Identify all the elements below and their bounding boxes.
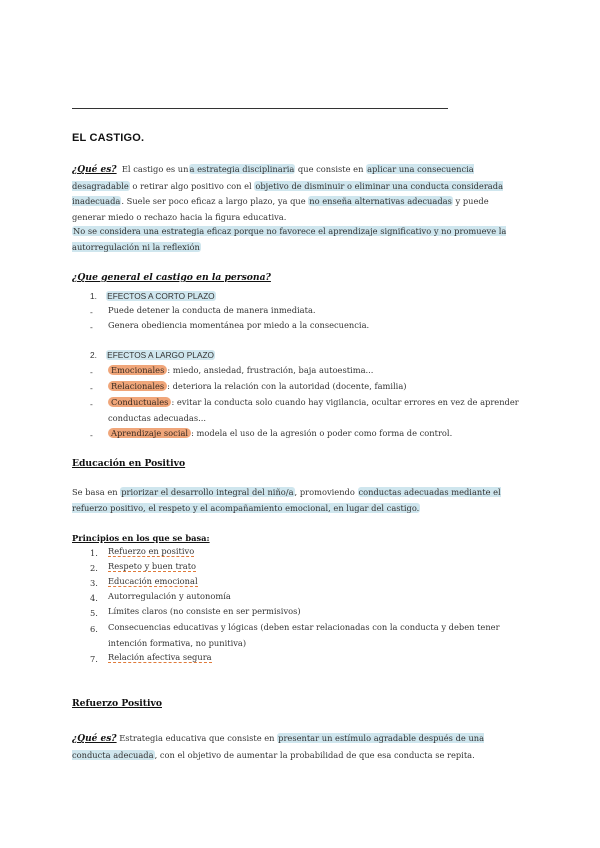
long-term-heading: 2. EFECTOS A LARGO PLAZO <box>90 350 214 360</box>
principle-item: Consecuencias educativas y lógicas (deben estar relacionadas con la conducta y deben tener intención formativa, no punitiva) <box>108 622 500 648</box>
que-es-label: ¿Qué es? <box>72 165 117 175</box>
note-paragraph <box>72 224 524 255</box>
positive-ed-heading: Educación en Positivo <box>72 458 186 469</box>
list-number: 6. <box>90 624 98 634</box>
tag-highlight: Emocionales <box>108 365 167 375</box>
list-item: Relacionales : deteriora la relación con la autoridad (docente, familia) <box>108 379 528 395</box>
reinforcement-paragraph: ¿Qué es? Estrategia educativa que consiste en presentar un estímulo agradable después de una conducta adecuada, con el objetivo de aumentar la probabilidad de que esa conducta se repita. <box>72 733 485 760</box>
list-number: 4. <box>90 593 98 603</box>
principle-item: Límites claros (no consiste en ser permisivos) <box>108 606 301 616</box>
list-item: Emocionales : miedo, ansiedad, frustración, baja autoestima... <box>108 363 528 379</box>
bullet: - <box>90 383 93 393</box>
page-title: EL CASTIGO. <box>72 132 145 144</box>
bullet: - <box>90 322 93 332</box>
highlight: objetivo de disminuir o eliminar una conducta considerada inadecuada <box>72 180 504 206</box>
tag-highlight: Conductuales <box>108 397 171 407</box>
highlight: no enseña alternativas adecuadas <box>309 196 452 206</box>
principle-item: Autorregulación y autonomía <box>108 591 231 601</box>
intro-paragraph: ¿Qué es? El castigo es una estrategia disciplinaria que consiste en aplicar una consecuencia desagradable o retirar algo positivo con el objetivo de disminuir o eliminar una conducta considerada inadecuada. Suele ser poco eficaz a largo plazo, ya que no enseña alternativas adecuadas y puede generar miedo o rechazo hacia la figura educativa. <box>72 164 504 222</box>
list-number: 3. <box>90 578 98 588</box>
list-item: Genera obediencia momentánea por miedo a la consecuencia. <box>108 320 370 330</box>
note-highlight: No se considera una estrategia eficaz porque no favorece el aprendizaje significativo y no promueve la autorregulación ni la reflexión <box>72 226 507 252</box>
bullet: - <box>90 307 93 317</box>
highlight: presentar un estímulo agradable después de una conducta adecuada <box>72 733 485 760</box>
principle-item: Refuerzo en positivo <box>108 546 195 556</box>
highlight: aplicar una consecuencia desagradable <box>72 164 474 191</box>
bullet: - <box>90 430 93 440</box>
principle-item: Educación emocional <box>108 576 198 586</box>
bullet: - <box>90 399 93 409</box>
tag-highlight: Aprendizaje social <box>108 428 191 438</box>
que-es-label: ¿Qué es? <box>72 734 117 744</box>
reinforcement-heading: Refuerzo Positivo <box>72 698 162 709</box>
list-number: 5. <box>90 608 98 618</box>
principle-item: Respeto y buen trato <box>108 561 197 571</box>
tag-highlight: Relacionales <box>108 381 167 391</box>
effects-heading: ¿Que general el castigo en la persona? <box>72 272 271 283</box>
list-number: 2. <box>90 563 98 573</box>
highlight: a estrategia disciplinaria <box>189 164 295 174</box>
short-term-heading: 1. EFECTOS A CORTO PLAZO <box>90 291 215 301</box>
top-rule <box>72 108 448 109</box>
bullet: - <box>90 367 93 377</box>
list-item: Conductuales : evitar la conducta solo cuando hay vigilancia, ocultar errores en vez de aprender conductas adecuadas... <box>108 397 519 423</box>
principle-item: Relación afectiva segura <box>108 652 212 662</box>
highlight: priorizar el desarrollo integral del niño/a <box>121 487 294 497</box>
list-item: Puede detener la conducta de manera inmediata. <box>108 305 316 315</box>
list-number: 7. <box>90 654 98 664</box>
principles-heading: Principios en los que se basa: <box>72 533 210 543</box>
list-item: Aprendizaje social : modela el uso de la agresión o poder como forma de control. <box>108 426 528 442</box>
list-number: 1. <box>90 548 98 558</box>
highlight: conductas adecuadas mediante el refuerzo positivo, el respeto y el acompañamiento emocional, en lugar del castigo. <box>72 487 501 513</box>
positive-ed-paragraph: Se basa en priorizar el desarrollo integral del niño/a, promoviendo conductas adecuadas mediante el refuerzo positivo, el respeto y el acompañamiento emocional, en lugar del castigo. <box>72 487 501 513</box>
